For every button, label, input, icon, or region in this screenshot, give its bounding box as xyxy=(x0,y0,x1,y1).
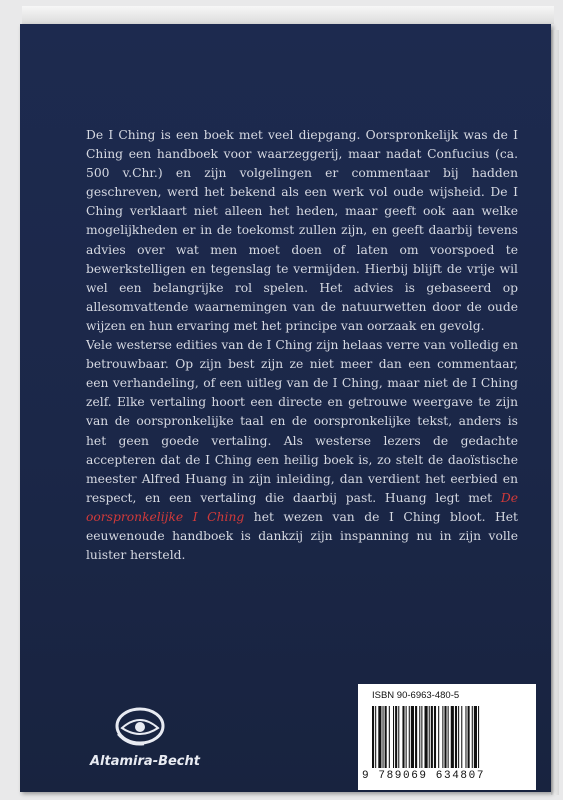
eye-swirl-logo-icon xyxy=(114,702,166,752)
blurb-paragraph-2 xyxy=(86,336,518,565)
cover-blurb xyxy=(86,126,518,565)
isbn-number: ISBN 90-6963-480-5 xyxy=(372,690,460,701)
barcode xyxy=(370,706,526,768)
blurb-paragraph-2-start: Vele westerse edities van de I Ching zijn helaas verre van volledig en betrouwbaar. Op zijn best zijn ze niet meer dan een commentaar, een verhandeling, of een uitleg van de I Ching, maar niet de I Ching zelf. Elke vertaling hoort een directe en getrouwe weergave te zijn van de oorspronkelijke taal en de oorspronkelijke tekst, anders is het geen goede vertaling. Als westerse lezers de gedachte accepteren dat de I Ching een heilig boek is, zo stelt de daoïstische meester Alfred Huang in zijn inleiding, dan verdient het eerbied en respect, en een vertaling die daarbij past. Huang legt met xyxy=(86,338,518,505)
page-top-edge xyxy=(22,6,554,24)
barcode-label xyxy=(358,684,536,790)
book-title-highlight: De oorspronkelijke I Ching xyxy=(86,490,518,524)
back-cover xyxy=(20,24,551,792)
blurb-paragraph-2-end: het wezen van de I Ching bloot. Het eeuwenoude handboek is dankzij zijn inspanning nu in zijn volle luister hersteld. xyxy=(86,509,518,563)
ean-number: 9 789069 634807 xyxy=(362,770,486,782)
page-side-edge xyxy=(551,30,559,795)
publisher-name: Altamira-Becht xyxy=(90,754,200,769)
blurb-paragraph-1: De I Ching is een boek met veel diepgang. Oorspronkelijk was de I Ching een handboek voor waarzeggerij, maar nadat Confucius (ca. 500 v.Chr.) en zijn volgelingen er commentaar bij hadden geschreven, werd het bekend als een werk vol oude wijsheid. De I Ching verklaart niet alleen het heden, maar geeft ook aan welke mogelijkheden er in de toekomst zullen zijn, en geeft daarbij tevens advies over wat men moet doen of laten om voorspoed te bewerkstelligen en tegenslag te vermijden. Hierbij blijft de vrije wil wel een belangrijke rol spelen. Het advies is gebaseerd op allesomvattende waarnemingen van de natuurwetten door de oude wijzen en hun ervaring met het principe van oorzaak en gevolg. xyxy=(86,128,518,333)
publisher-logo xyxy=(90,702,220,788)
